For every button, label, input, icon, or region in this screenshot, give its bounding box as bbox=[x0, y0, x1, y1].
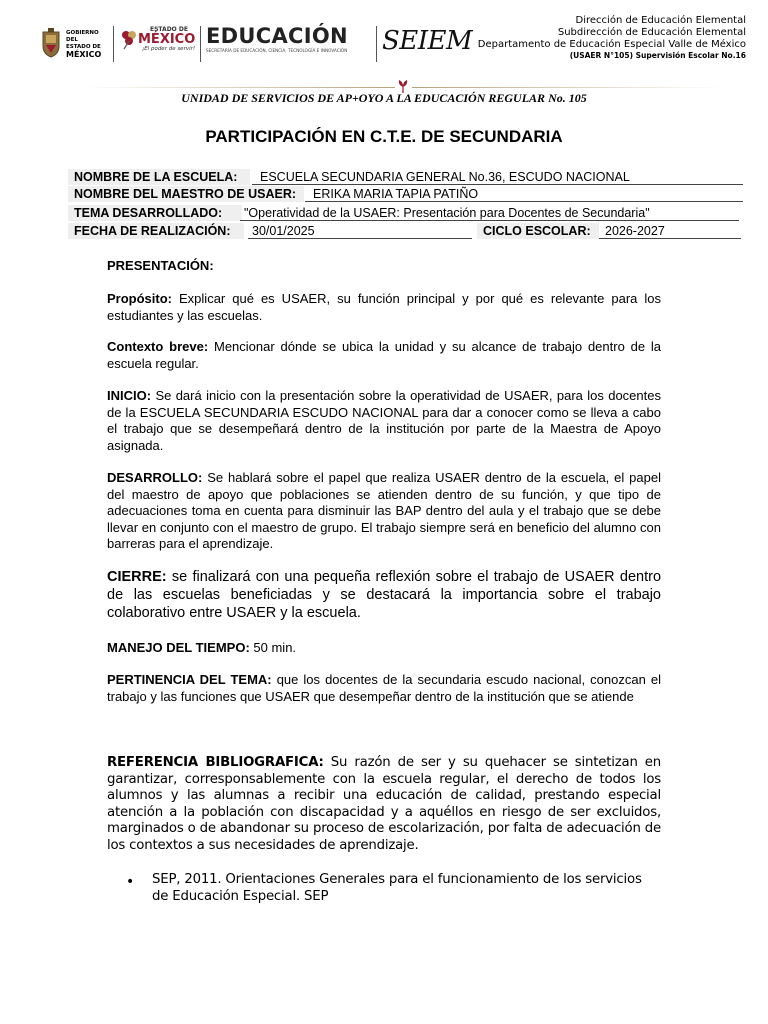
inicio-label: INICIO: bbox=[107, 388, 152, 403]
gobierno-line-2: ESTADO DE bbox=[66, 44, 101, 50]
edomex-tagline: ¡El poder de servir! bbox=[142, 46, 196, 52]
page-title: PARTICIPACIÓN EN C.T.E. DE SECUNDARIA bbox=[205, 127, 563, 146]
fecha-value: 30/01/2025 bbox=[248, 223, 472, 239]
edomex-text bbox=[138, 26, 195, 52]
manejo-paragraph bbox=[107, 640, 661, 657]
desarrollo-paragraph bbox=[107, 470, 661, 553]
inicio-text: Se dará inicio con la presentación sobre la operatividad de USAER, para los docentes de la ESCUELA SECUNDARIA ESCUDO NACIONAL para dar a conocer como se lleva a cabo el trabajo que se desempeñará dentro de la institución por parte de la Maestra de Apoyo asignada. bbox=[107, 388, 661, 453]
tema-value: "Operatividad de la USAER: Presentación para Docentes de Secundaria" bbox=[240, 205, 739, 221]
coat-of-arms-icon bbox=[40, 28, 62, 58]
header-line-1: Dirección de Educación Elemental bbox=[575, 15, 746, 26]
escuela-label: NOMBRE DE LA ESCUELA: bbox=[68, 169, 250, 185]
proposito-text: Explicar qué es USAER, su función principal y por qué es relevante para los estudiantes y las escuelas. bbox=[107, 291, 661, 323]
decorative-rule-right bbox=[412, 87, 722, 88]
proposito-paragraph bbox=[107, 291, 661, 324]
edomex-line-1: ESTADO DE bbox=[150, 26, 188, 33]
fecha-label: FECHA DE REALIZACIÓN: bbox=[68, 223, 244, 239]
manejo-label: MANEJO DEL TIEMPO: bbox=[107, 640, 250, 655]
header-line-2: Subdirección de Educación Elemental bbox=[557, 27, 746, 38]
referencia-text: Su razón de ser y su quehacer se sintetizan en garantizar, corresponsablemente con la escuela regular, el derecho de todos los alumnos y las alumnas a recibir una educación de calidad, prestando especial atención a la población con discapacidad y a aquéllos en riesgo de ser excluidos, marginados o de abandonar su proceso de escolarización, por falta de adecuación de los contextos a sus necesidades de aprendizaje. bbox=[107, 755, 662, 853]
contexto-text: Mencionar dónde se ubica la unidad y su alcance de trabajo dentro de la escuela regular. bbox=[107, 339, 661, 371]
contexto-paragraph bbox=[107, 339, 661, 372]
header-department-info bbox=[478, 15, 746, 61]
escuela-value: ESCUELA SECUNDARIA GENERAL No.36, ESCUDO NACIONAL bbox=[252, 169, 743, 185]
maestro-value: ERIKA MARIA TAPIA PATIÑO bbox=[305, 186, 743, 202]
desarrollo-label: DESARROLLO: bbox=[107, 470, 203, 485]
presentacion-label: PRESENTACIÓN: bbox=[107, 258, 214, 273]
maestro-label: NOMBRE DEL MAESTRO DE USAER: bbox=[68, 186, 304, 202]
bibliography-item: SEP, 2011. Orientaciones Generales para el funcionamiento de los servicios de Educación Especial. SEP bbox=[152, 872, 642, 904]
unidad-heading: UNIDAD DE SERVICIOS DE AP+OYO A LA EDUCACIÓN REGULAR No. 105 bbox=[181, 91, 587, 105]
header-usaer-line: (USAER N°105) Supervisión Escolar No.16 bbox=[569, 51, 746, 60]
flower-icon bbox=[118, 28, 140, 50]
educacion-logo bbox=[206, 24, 376, 64]
pertinencia-paragraph bbox=[107, 672, 661, 705]
educacion-title: EDUCACIÓN bbox=[206, 24, 348, 48]
pertinencia-text: que los docentes de la secundaria escudo nacional, conozcan el trabajo y las funciones que USAER que desempeñar dentro de la institución que se atiende bbox=[107, 672, 661, 704]
educacion-subtitle: SECRETARÍA DE EDUCACIÓN, CIENCIA, TECNOLOGÍA E INNOVACIÓN bbox=[206, 48, 348, 53]
header-divider bbox=[113, 26, 114, 62]
estado-de-mexico-logo bbox=[118, 24, 198, 64]
manejo-text: 50 min. bbox=[253, 640, 297, 655]
info-row-tema bbox=[68, 205, 743, 221]
cierre-text: se finalizará con una pequeña reflexión sobre el trabajo de USAER dentro de las escuelas beneficiadas y se destacará la importancia sobre el trabajo colaborativo entre USAER y la escuela. bbox=[107, 569, 662, 621]
desarrollo-text: Se hablará sobre el papel que realiza USAER dentro de la escuela, el papel del maestro de apoyo que poblaciones se atienden dentro de su función, y que tipo de adecuaciones toma en cuenta para disminuir las BAP dentro del aula y el trabajo que se debe llevar en conjunto con el maestro de grupo. El trabajo siempre será en beneficio del alumno con barreras para el aprendizaje. bbox=[107, 470, 661, 551]
cierre-label: CIERRE: bbox=[107, 569, 167, 585]
seiem-logo: SEIEM bbox=[382, 26, 473, 56]
proposito-label: Propósito: bbox=[107, 291, 172, 306]
gobierno-edomex-logo bbox=[40, 24, 110, 62]
referencia-paragraph bbox=[107, 755, 661, 854]
gobierno-text bbox=[66, 30, 110, 60]
ciclo-label: CICLO ESCOLAR: bbox=[477, 223, 599, 239]
info-row-escuela bbox=[68, 169, 743, 185]
decorative-rule-left bbox=[85, 87, 395, 88]
referencia-label: REFERENCIA BIBLIOGRAFICA: bbox=[107, 755, 324, 770]
bullet-icon: • bbox=[126, 874, 135, 890]
header-divider bbox=[200, 26, 201, 62]
pertinencia-label: PERTINENCIA DEL TEMA: bbox=[107, 672, 272, 687]
header-divider bbox=[376, 26, 377, 62]
ciclo-value: 2026-2027 bbox=[599, 223, 741, 239]
info-row-fecha bbox=[68, 223, 743, 239]
inicio-paragraph bbox=[107, 388, 661, 454]
gobierno-line-3: MÉXICO bbox=[66, 50, 102, 59]
info-row-maestro bbox=[68, 186, 743, 202]
tema-label: TEMA DESARROLLADO: bbox=[68, 205, 242, 221]
presentacion-heading bbox=[107, 258, 661, 275]
contexto-label: Contexto breve: bbox=[107, 339, 209, 354]
cierre-paragraph bbox=[107, 568, 661, 622]
header-line-3: Departamento de Educación Especial Valle de México bbox=[477, 39, 746, 50]
gobierno-line-1: GOBIERNO DEL bbox=[66, 30, 99, 43]
edomex-line-2: MÉXICO bbox=[138, 32, 196, 47]
